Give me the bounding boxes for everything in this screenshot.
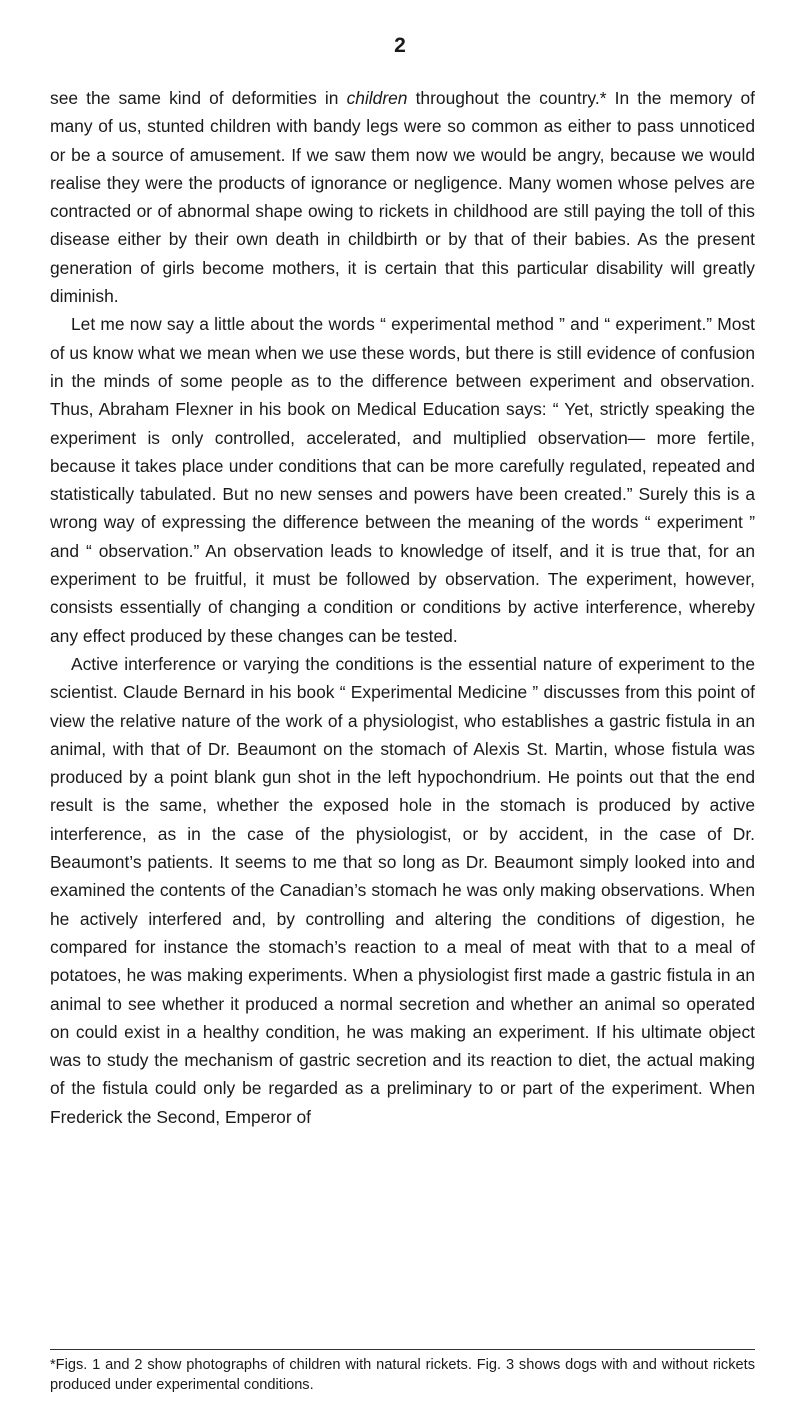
paragraph-1-start: see the same kind of deformities in: [50, 88, 347, 108]
paragraph-1-rest: throughout the country.* In the memory of many of us, stunted children with bandy legs were so common as either to pass unnoticed or be a source of amusement. If we saw them now we would be angry, because we would realise they were the products of ignorance or negligence. Many women whose pelves are contracted or of abnormal shape owing to rickets in childhood are still paying the toll of this disease either by their own death in childbirth or by that of their babies. As the present generation of girls become mothers, it is certain that this particular disability will greatly diminish.: [50, 88, 755, 307]
footnote-text: *Figs. 1 and 2 show photographs of children with natural rickets. Fig. 3 shows dogs with and without rickets produced under experimental conditions.: [50, 1357, 755, 1393]
paragraph-3: Active interference or varying the conditions is the essential nature of experiment to the scientist. Claude Bernard in his book “ Experimental Medicine ” discusses from this point of view the relative nature of the work of a physiologist, who establishes a gastric fistula in an animal, with that of Dr. Beaumont on the stomach of Alexis St. Martin, whose fistula was produced by a point blank gun shot in the left hypochondrium. He points out that the end result is the same, whether the exposed hole in the stomach is produced by active interference, as in the case of the physiologist, or by accident, in the case of Dr. Beaumont’s patients. It seems to me that so long as Dr. Beaumont simply looked into and examined the contents of the Canadian’s stomach he was only making observations. When he actively interfered and, by controlling and altering the conditions of digestion, he compared for instance the stomach’s reaction to a meal of meat with that to a meal of potatoes, he was making experiments. When a physiologist first made a gastric fistula in an animal to see whether it produced a normal secretion and whether an animal so operated on could exist in a healthy condition, he was making an experiment. If his ultimate object was to study the mechanism of gastric secretion and its reaction to diet, the actual making of the fistula could only be regarded as a preliminary to or part of the experiment. When Frederick the Second, Emperor of: [50, 653, 755, 1127]
emphasis-children: children: [346, 88, 408, 108]
body-text: [50, 84, 755, 1131]
paragraph-1: [50, 84, 755, 310]
paragraph-2: Let me now say a little about the words “ experimental method ” and “ experiment.” Most of us know what we mean when we use these words, but there is still evidence of confusion in the minds of some people as to the difference between experiment and observation. Thus, Abraham Flexner in his book on Medical Education says: “ Yet, strictly speaking the experiment is only controlled, accelerated, and multiplied observation— more fertile, because it takes place under conditions that can be more carefully regulated, repeated and statistically tabulated. But no new senses and powers have been created.” Surely this is a wrong way of expressing the difference between the meaning of the words “ experiment ” and “ observation.” An observation leads to knowledge of itself, and it is true that, for an experiment to be fruitful, it must be followed by observation. The experiment, however, consists essentially of changing a condition or conditions by active interference, whereby any effect produced by these changes can be tested.: [50, 314, 755, 646]
page-number: 2: [394, 34, 406, 57]
footnote-divider: [50, 1349, 755, 1350]
footnote: [50, 1355, 755, 1395]
